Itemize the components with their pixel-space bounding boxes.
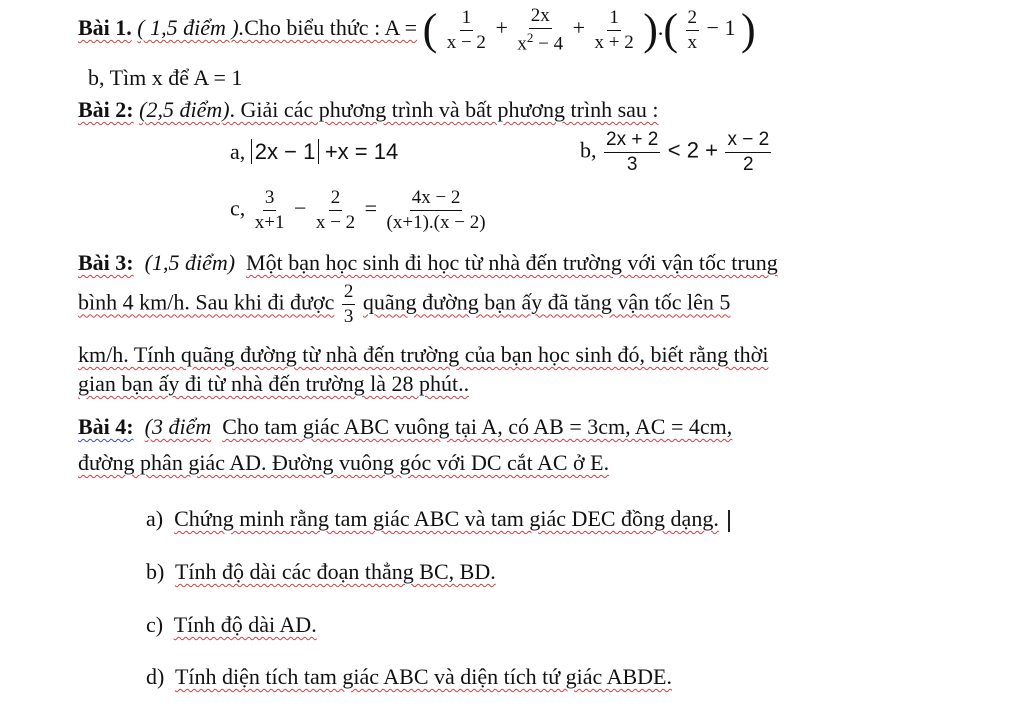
- bai2-c-frac-3: $\frac{4x - 2}{(x+1).(x - 2)}$: [386, 187, 486, 233]
- bai2-text: . Giải các phương trình và bất phương trình sau :: [229, 97, 659, 122]
- bai1-line: Bài 1. ( 1,5 điểm ).Cho biểu thức : A = ( $\frac{1}{x - 2}$ + $\frac{2x}{x^2 - 4}$ + $\frac{1}{x + 2}$ ).( $\frac{2}{x}$ − 1 ): [78, 5, 756, 55]
- bai1-part-b: b, Tìm x để A = 1: [88, 65, 243, 90]
- bai1-frac-2: $\frac{2x}{x^2 - 4}$: [517, 5, 564, 55]
- bai3-line-1: Bài 3: (1,5 điểm) Một bạn học sinh đi học từ nhà đến trường với vận tốc trung: [78, 250, 778, 275]
- text-cursor: [728, 510, 730, 532]
- bai1-points: ( 1,5 điểm ).: [137, 15, 245, 41]
- bai3-title: Bài 3:: [78, 250, 134, 275]
- bai2-b-frac-2: $\frac{x - 2}{2}$: [727, 129, 770, 175]
- bai2-b: b, $\frac{2x + 2}{3}$ < 2 + $\frac{x - 2}{2}$: [580, 129, 770, 175]
- bai4-line-2: đường phân giác AD. Đường vuông góc với DC cắt AC ở E.: [78, 450, 610, 475]
- bai2-c: c, $\frac{3}{x+1}$ − $\frac{2}{x - 2}$ = $\frac{4x - 2}{(x+1).(x - 2)}$: [230, 187, 486, 233]
- bai2-b-frac-1: $\frac{2x + 2}{3}$: [606, 129, 659, 175]
- bai4-item-b: b) Tính độ dài các đoạn thẳng BC, BD.: [146, 559, 496, 584]
- bai3-points: (1,5 điểm): [144, 250, 236, 275]
- bai3-line-3: km/h. Tính quãng đường từ nhà đến trường của bạn học sinh đó, biết rằng thời: [78, 342, 769, 367]
- bai2-title: Bài 2:: [78, 97, 134, 122]
- bai4-item-c: c) Tính độ dài AD.: [146, 612, 317, 637]
- bai1-frac-1: $\frac{1}{x - 2}$: [446, 6, 486, 53]
- bai3-frac: $\frac{2}{3}$: [343, 281, 354, 327]
- bai2-a: a, 2x − 1 +x = 14: [230, 139, 399, 164]
- bai2-c-frac-1: $\frac{3}{x+1}$: [254, 187, 285, 233]
- bai2-line: [78, 99, 659, 121]
- bai4-line-1: Bài 4: (3 điểm Cho tam giác ABC vuông tại A, có AB = 3cm, AC = 4cm,: [78, 414, 733, 439]
- bai1-text: Cho biểu thức : A =: [244, 15, 418, 41]
- bai3-line-4: gian bạn ấy đi từ nhà đến trường là 28 phút..: [78, 371, 470, 396]
- bai4-item-d: d) Tính diện tích tam giác ABC và diện tích tứ giác ABDE.: [146, 664, 672, 689]
- bai3-line-2: bình 4 km/h. Sau khi đi được $\frac{2}{3}$ quãng đường bạn ấy đã tăng vận tốc lên 5: [78, 281, 731, 327]
- bai1-frac-4: $\frac{2}{x}$: [687, 6, 698, 53]
- bai4-item-a: a) Chứng minh rằng tam giác ABC và tam giác DEC đồng dạng.: [146, 508, 730, 532]
- bai4-points: (3 điểm: [144, 414, 212, 439]
- bai2-points: (2,5 điểm): [139, 97, 230, 122]
- bai1-title: Bài 1.: [78, 15, 132, 41]
- bai1-frac-3: $\frac{1}{x + 2}$: [594, 6, 634, 53]
- bai2-c-frac-2: $\frac{2}{x - 2}$: [315, 187, 356, 233]
- bai4-title: Bài 4:: [78, 414, 134, 439]
